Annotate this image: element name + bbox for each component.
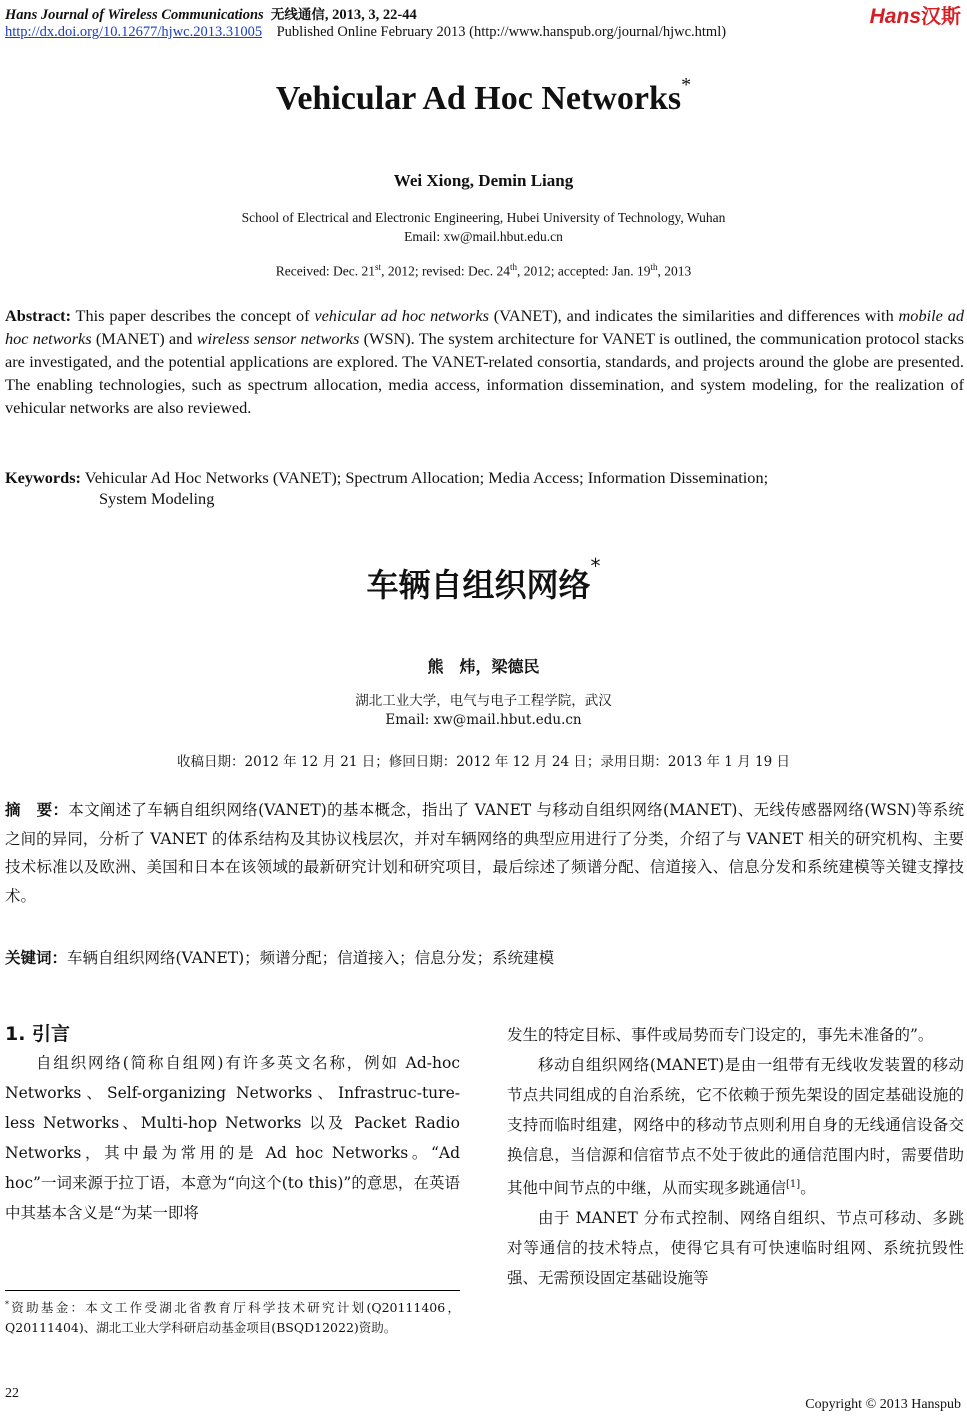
logo-text-cn: 汉斯 xyxy=(921,4,961,28)
journal-name-cn: 无线通信 xyxy=(270,7,325,23)
email: Email: xw@mail.hbut.edu.cn xyxy=(404,229,563,244)
doi-link[interactable]: http://dx.doi.org/10.12677/hjwc.2013.31005 xyxy=(5,24,263,40)
cn-abstract-text: 本文阐述了车辆自组织网络(VANET)的基本概念，指出了 VANET 与移动自组织网络(MANET)、无线传感器网络(WSN)等系统之间的异同，分析了 VANET 的体系结构及其协议栈层次，并对车辆网络的典型应用进行了分类，介绍了与 VANET 相关的研究机构、主要技术标准以及欧洲、美国和日本在该领域的最新研究计划和研究项目，最后综述了频谱分配、信道接入、信息分发和系统建模等关键支撑技术。 xyxy=(5,801,964,905)
journal-volume: , 2013, 3, 22-44 xyxy=(324,7,417,23)
cn-abstract xyxy=(5,796,964,910)
logo-text-en: Hans xyxy=(869,5,921,28)
footnote-mark: * xyxy=(5,1300,9,1309)
cn-affiliation-block xyxy=(0,692,967,730)
affiliation-block xyxy=(0,208,967,246)
cn-keywords-label: 关键词： xyxy=(5,949,68,967)
publication-line xyxy=(5,24,726,41)
title-footnote-mark: * xyxy=(681,74,692,96)
abstract-term: wireless sensor networks xyxy=(196,329,360,348)
cn-affiliation: 湖北工业大学，电气与电子工程学院，武汉 xyxy=(355,693,612,709)
paragraph-text: 移动自组织网络(MANET)是由一组带有无线收发装置的移动节点共同组成的自治系统，它不依赖于预先架设的固定基础设施的支持而临时组建，网络中的移动节点则利用自身的无线通信设备交换信息，当信源和信宿节点不处于彼此的通信范围内时，需要借助其他中间节点的中继，从而实现多跳通信 xyxy=(507,1056,964,1198)
citation[interactable]: [1] xyxy=(786,1179,801,1190)
copyright: Copyright © 2013 Hanspub xyxy=(805,1397,961,1412)
left-column xyxy=(5,1048,460,1228)
keywords xyxy=(5,466,964,489)
abstract-text: (MANET) and xyxy=(91,329,197,348)
cn-paper-title xyxy=(0,554,967,606)
abstract-term: vehicular ad hoc networks xyxy=(314,306,489,325)
paragraph xyxy=(507,1050,964,1203)
paper-title xyxy=(0,74,967,118)
page-number: 22 xyxy=(5,1386,19,1401)
cn-paper-title-text: 车辆自组织网络 xyxy=(366,566,591,604)
received-dates xyxy=(0,262,967,280)
keywords-text: Vehicular Ad Hoc Networks (VANET); Spectrum Allocation; Media Access; Information Dissemination; xyxy=(80,468,769,487)
abstract-label: Abstract: xyxy=(5,306,72,325)
received-part: , 2012; accepted: Jan. 19 xyxy=(517,263,651,279)
received-sup: th xyxy=(510,262,518,272)
keywords-label: Keywords: xyxy=(5,468,81,487)
abstract xyxy=(5,304,964,419)
cn-title-footnote-mark: * xyxy=(590,554,601,578)
right-column xyxy=(507,1020,964,1293)
cn-keywords-text: 车辆自组织网络(VANET)；频谱分配；信道接入；信息分发；系统建模 xyxy=(67,949,555,967)
affiliation: School of Electrical and Electronic Engineering, Hubei University of Technology, Wuhan xyxy=(241,210,726,225)
abstract-text: (WSN). The system architecture for VANET is outlined, the communication protocol stacks are investigated, and the potential applications are explored. The VANET-related consortia, standards, and projects around the globe are presented. The enabling technologies, such as spectrum allocation, media access, information dissemination, and system modeling, for the realization of vehicular networks are also reviewed. xyxy=(5,329,964,417)
paper-title-text: Vehicular Ad Hoc Networks xyxy=(275,80,682,117)
abstract-text: (VANET), and indicates the similarities and differences with xyxy=(488,306,899,325)
footnote-text: 资助基金：本文工作受湖北省教育厅科学技术研究计划(Q20111406，Q20111404)、湖北工业大学科研启动基金项目(BSQD12022)资助。 xyxy=(5,1300,460,1336)
footnote xyxy=(5,1295,460,1338)
paragraph: 发生的特定目标、事件或局势而专门设定的，事先未准备的”。 xyxy=(507,1026,934,1044)
cn-email: Email: xw@mail.hbut.edu.cn xyxy=(385,712,582,728)
received-sup: th xyxy=(650,262,658,272)
footnote-rule xyxy=(5,1290,460,1291)
journal-header xyxy=(5,3,417,24)
journal-name: Hans Journal of Wireless Communications xyxy=(5,7,264,23)
paragraph-text: 。 xyxy=(800,1179,816,1198)
abstract-term: mobile ad hoc networks xyxy=(5,306,964,348)
cn-authors: 熊 炜，梁德民 xyxy=(427,657,540,676)
cn-keywords xyxy=(5,946,554,968)
cn-abstract-label: 摘 要： xyxy=(5,801,69,819)
abstract-text: This paper describes the concept of xyxy=(71,306,315,325)
paragraph: 由于 MANET 分布式控制、网络自组织、节点可移动、多跳对等通信的技术特点，使得它具有可快速临时组网、系统抗毁性强、无需预设固定基础设施等 xyxy=(507,1209,964,1288)
received-part: Received: Dec. 21 xyxy=(275,263,376,279)
section-heading: 1. 引言 xyxy=(5,1023,71,1045)
published-info: Published Online February 2013 (http://www.hanspub.org/journal/hjwc.html) xyxy=(276,24,727,40)
received-sup: st xyxy=(375,262,382,272)
hans-logo xyxy=(870,0,961,29)
cn-received-dates: 收稿日期：2012 年 12 月 21 日；修回日期：2012 年 12 月 24 日；录用日期：2013 年 1 月 19 日 xyxy=(177,754,790,770)
received-part: , 2013 xyxy=(657,263,692,279)
authors: Wei Xiong, Demin Liang xyxy=(393,171,574,190)
paragraph: 自组织网络(简称自组网)有许多英文名称，例如 Ad-hoc Networks、Self-organizing Networks、Infrastruc-ture-less Networks、Multi-hop Networks 以及 Packet Radio Networks，其中最为常用的是 Ad hoc Networks。“Ad hoc”一词来源于拉丁语，本意为“向这个(to this)”的意思，在英语中其基本含义是“为某一即将 xyxy=(5,1054,460,1222)
keywords-continued: System Modeling xyxy=(99,489,215,508)
received-part: , 2012; revised: Dec. 24 xyxy=(381,263,511,279)
